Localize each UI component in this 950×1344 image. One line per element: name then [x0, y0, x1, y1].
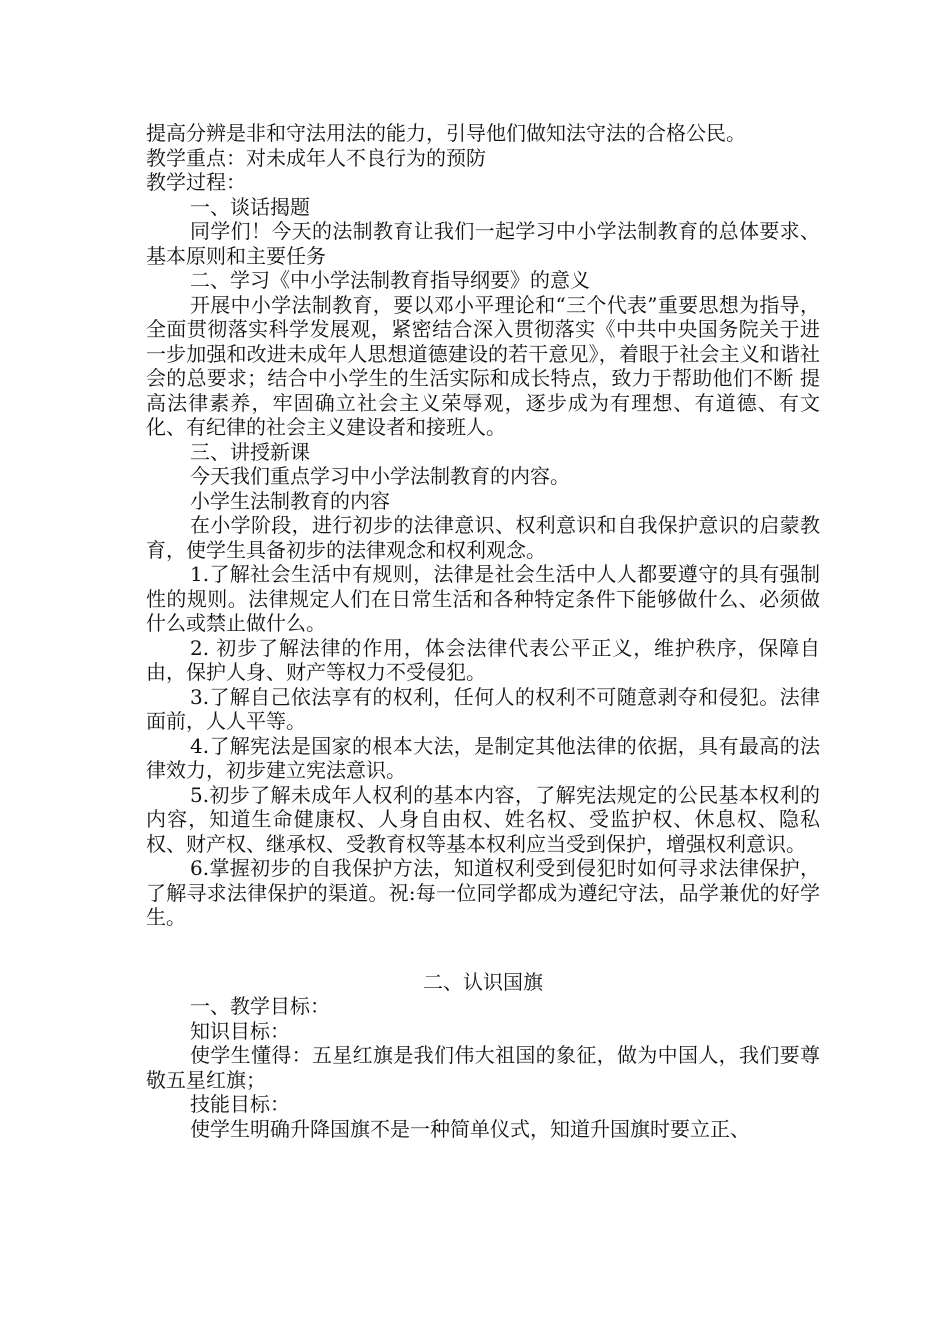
subheading: 小学生法制教育的内容 — [190, 488, 390, 513]
list-item: 2. 初步了解法律的作用，体会法律代表公平正义，维护秩序，保障自由，保护人身、财产等权力不受侵犯。 — [146, 635, 820, 684]
paragraph: 同学们！今天的法制教育让我们一起学习中小学法制教育的总体要求、基本原则和主要任务 — [146, 219, 820, 268]
paragraph: 开展中小学法制教育，要以邓小平理论和“三个代表”重要思想为指导，全面贯彻落实科学发展观，紧密结合深入贯彻落实《中共中央国务院关于进一步加强和改进未成年人思想道德建设的若干意见》，着眼于社会主义和谐社会的总要求；结合中小学生的生活实际和成长特点，致力于帮助他们不断 提高法律素养，牢固确立社会主义荣辱观，逐步成为有理想、有道德、有文化、有纪律的社会主义建设者和接班人。 — [146, 292, 820, 439]
heading-intro: 一、谈话揭题 — [190, 194, 310, 219]
paragraph: 提高分辨是非和守法用法的能力，引导他们做知法守法的合格公民。 — [146, 121, 746, 145]
paragraph: 今天我们重点学习中小学法制教育的内容。 — [190, 464, 570, 488]
list-item: 6.掌握初步的自我保护方法，知道权利受到侵犯时如何寻求法律保护，了解寻求法律保护的渠道。祝:每一位同学都成为遵纪守法，品学兼优的好学生。 — [146, 856, 820, 929]
paragraph: 使学生明确升降国旗不是一种简单仪式，知道升国旗时要立正、 — [190, 1116, 750, 1141]
section-title: 二、认识国旗 — [423, 969, 543, 994]
subheading-knowledge: 知识目标： — [190, 1018, 290, 1043]
document-body — [146, 121, 820, 1141]
list-item: 1.了解社会生活中有规则，法律是社会生活中人人都要遵守的具有强制性的规则。法律规定人们在日常生活和各种特定条件下能够做什么、必须做什么或禁止做什么。 — [146, 562, 820, 635]
paragraph: 使学生懂得：五星红旗是我们伟大祖国的象征，做为中国人，我们要尊敬五星红旗； — [146, 1043, 820, 1092]
heading-new-lesson: 三、讲授新课 — [190, 439, 310, 464]
paragraph: 在小学阶段，进行初步的法律意识、权利意识和自我保护意识的启蒙教育，使学生具备初步的法律观念和权利观念。 — [146, 513, 820, 562]
teaching-process-label: 教学过程： — [146, 170, 246, 194]
teaching-focus: 教学重点：对未成年人不良行为的预防 — [146, 145, 486, 170]
heading-objectives: 一、教学目标： — [190, 994, 330, 1018]
heading-significance: 二、学习《中小学法制教育指导纲要》的意义 — [190, 268, 590, 292]
list-item: 3.了解自己依法享有的权利，任何人的权利不可随意剥夺和侵犯。法律面前，人人平等。 — [146, 684, 820, 733]
list-item: 4.了解宪法是国家的根本大法，是制定其他法律的依据，具有最高的法律效力，初步建立宪法意识。 — [146, 733, 820, 782]
section-spacer — [146, 930, 820, 970]
list-item: 5.初步了解未成年人权利的基本内容，了解宪法规定的公民基本权利的内容，知道生命健康权、人身自由权、姓名权、受监护权、休息权、隐私权、财产权、继承权、受教育权等基本权利应当受到保护，增强权利意识。 — [146, 782, 820, 856]
subheading-skills: 技能目标： — [190, 1092, 290, 1116]
